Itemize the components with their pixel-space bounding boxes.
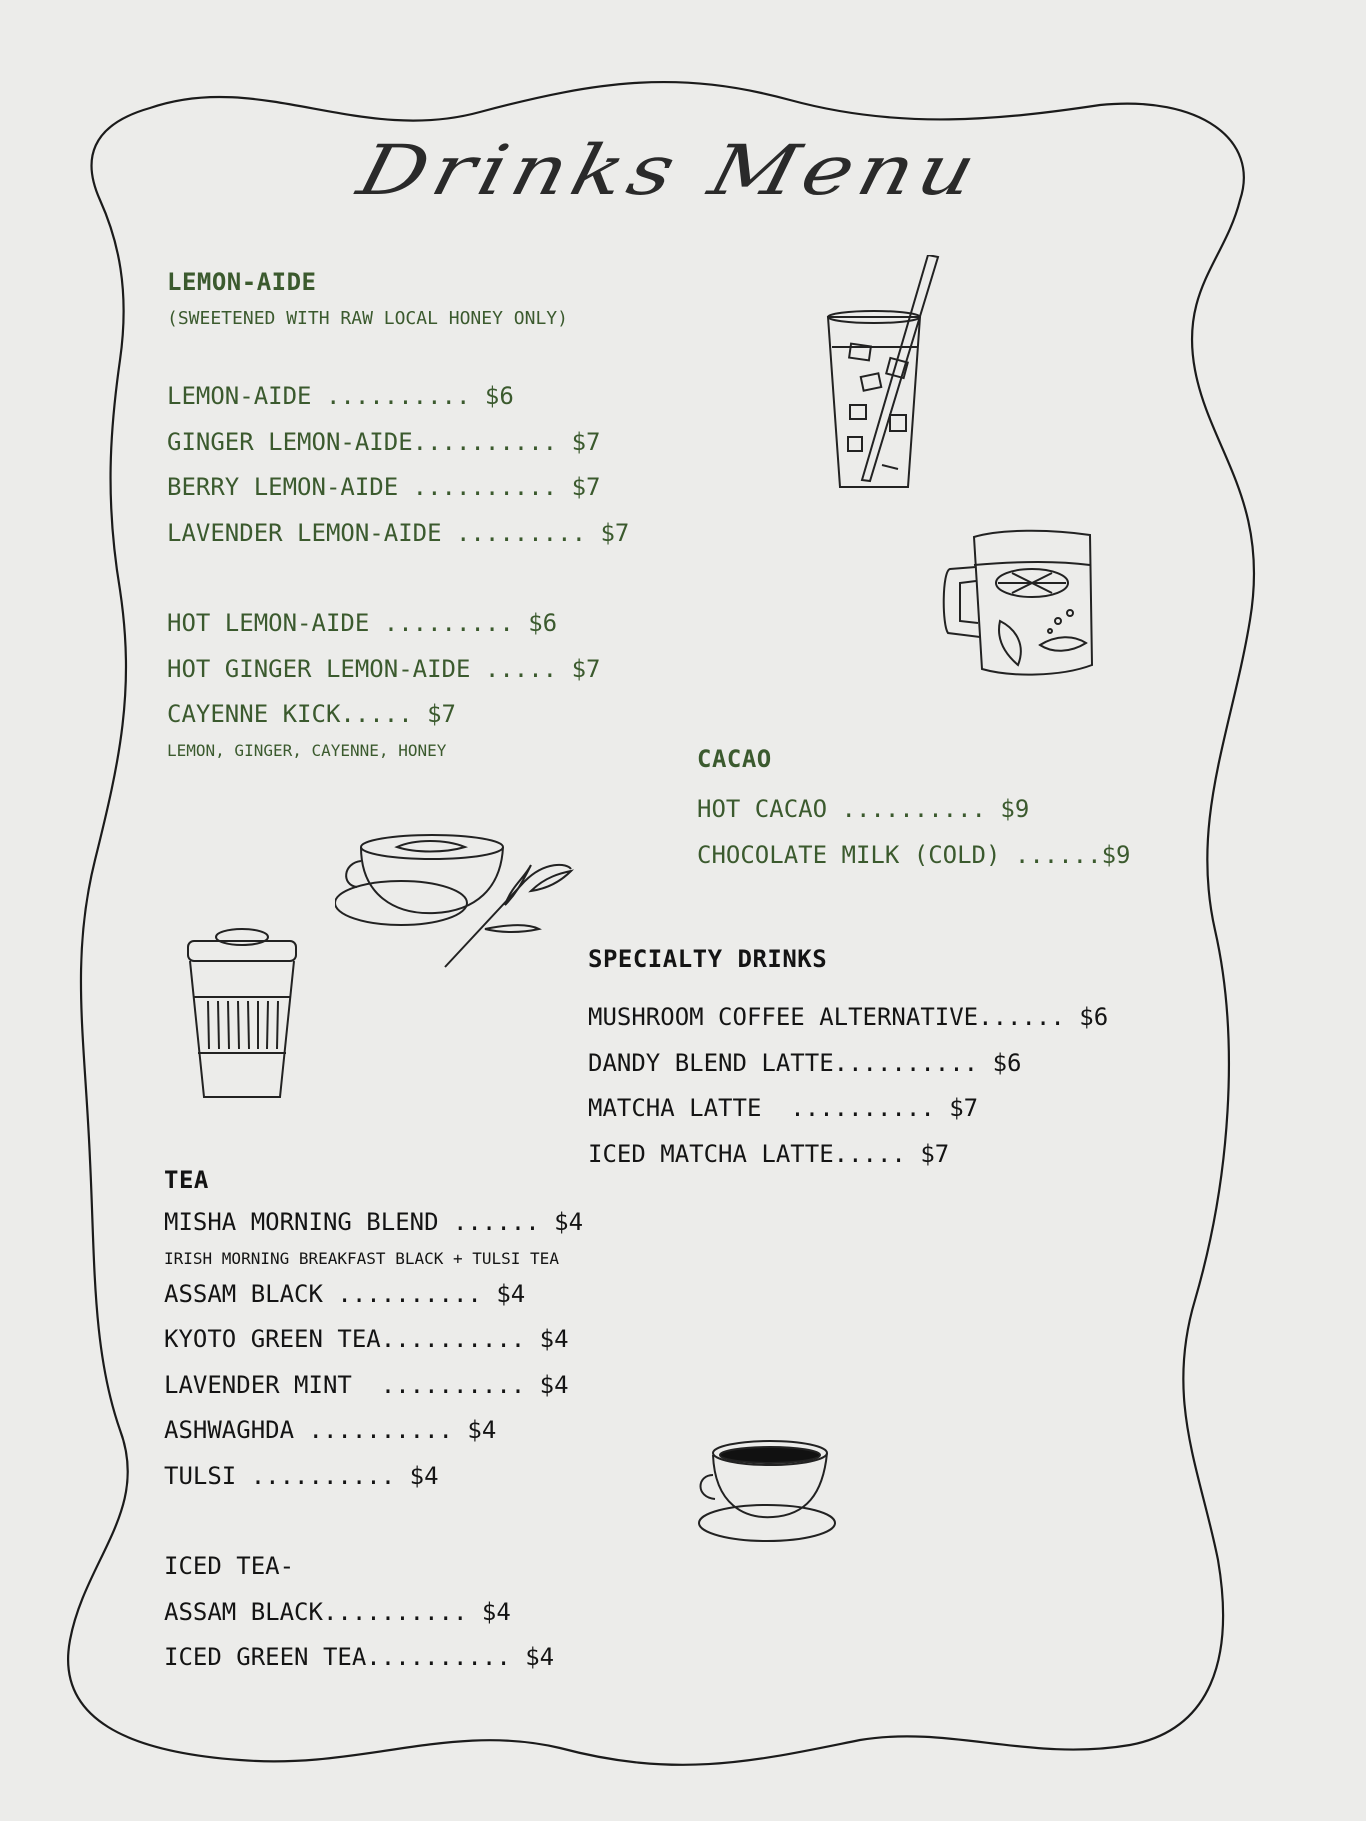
menu-item: MATCHA LATTE .......... $7 [588,1094,979,1122]
menu-item: ICED GREEN TEA.......... $4 [164,1643,555,1671]
menu-item: MISHA MORNING BLEND ...... $4 [164,1208,584,1236]
tea-cup-saucer-icon [335,825,575,975]
menu-item: KYOTO GREEN TEA.......... $4 [164,1325,569,1353]
menu-item: GINGER LEMON-AIDE.......... $7 [167,427,601,456]
menu-title: Drinks Menu [350,130,990,211]
tea-note: IRISH MORNING BREAKFAST BLACK + TULSI TEA [164,1248,559,1268]
menu-item: DANDY BLEND LATTE.......... $6 [588,1048,1022,1077]
menu-item: BERRY LEMON-AIDE .......... $7 [167,473,601,501]
lemonaide-note: (SWEETENED WITH RAW LOCAL HONEY ONLY) [167,308,568,329]
menu-item: HOT CACAO .......... $9 [697,795,1030,823]
menu-item: ASSAM BLACK.......... $4 [164,1597,511,1626]
specialty-section [588,945,1108,1177]
cacao-heading: CACAO [697,745,772,773]
cacao-section [697,745,1130,878]
menu-item: ASSAM BLACK .......... $4 [164,1279,526,1308]
menu-item: ICED MATCHA LATTE..... $7 [588,1139,950,1168]
menu-item: HOT LEMON-AIDE ......... $6 [167,609,558,637]
tea-heading: TEA [164,1166,209,1194]
lemonaide-section [167,268,629,764]
iced-glass-icon [820,255,940,495]
menu-item: LEMON-AIDE .......... $6 [167,382,514,410]
tea-section [164,1166,583,1681]
menu-item: HOT GINGER LEMON-AIDE ..... $7 [167,654,601,683]
lemonaide-heading: LEMON-AIDE [167,268,317,296]
iced-tea-heading: ICED TEA- [164,1552,295,1580]
menu-item: TULSI .......... $4 [164,1461,439,1490]
menu-item: ASHWAGHDA .......... $4 [164,1416,497,1444]
specialty-heading: SPECIALTY DRINKS [588,945,828,973]
coffee-cup-icon [695,1435,845,1545]
lemon-mug-icon [940,525,1100,685]
menu-item: LAVENDER MINT .......... $4 [164,1370,569,1399]
menu-item: CHOCOLATE MILK (COLD) ......$9 [697,840,1131,869]
menu-item: MUSHROOM COFFEE ALTERNATIVE...... $6 [588,1003,1109,1031]
cayenne-note: LEMON, GINGER, CAYENNE, HONEY [167,740,447,760]
menu-item: CAYENNE KICK..... $7 [167,700,456,728]
to-go-cup-icon [182,925,302,1105]
menu-item: LAVENDER LEMON-AIDE ......... $7 [167,518,630,547]
